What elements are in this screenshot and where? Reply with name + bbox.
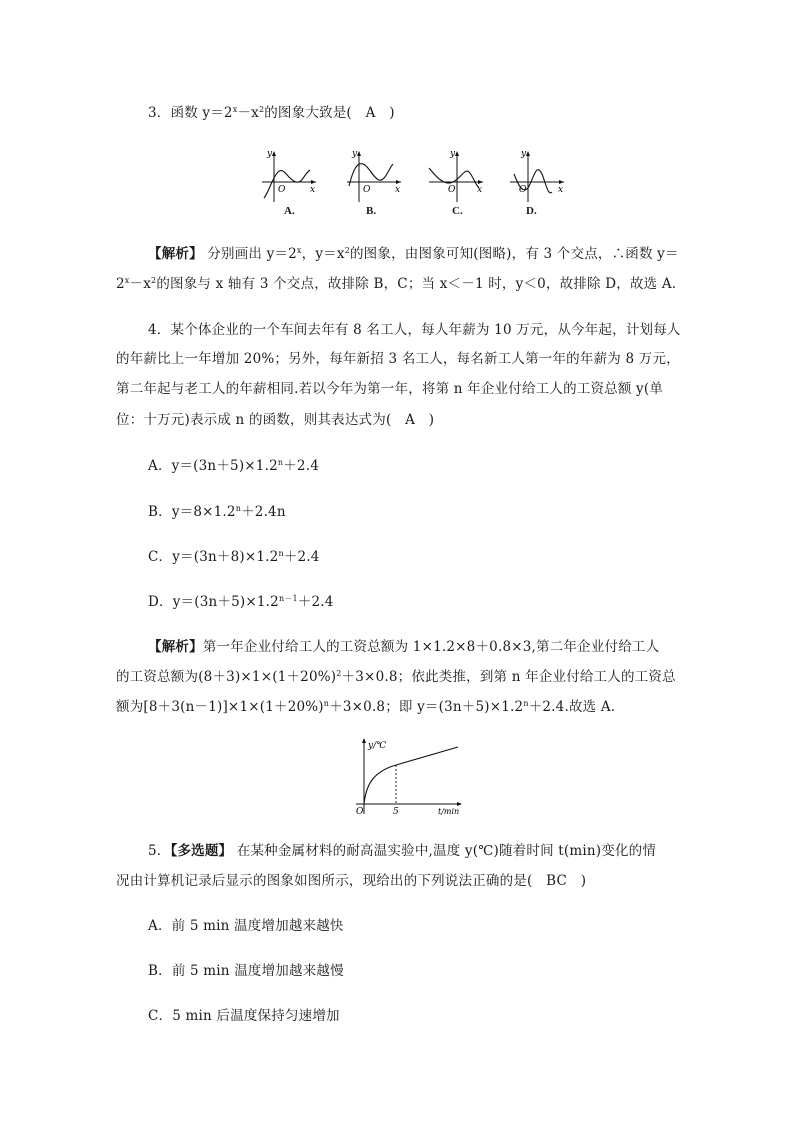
q3-option-graph-d (506, 148, 568, 206)
analysis-tag: 【解析】 (148, 639, 203, 655)
q3-option-b-label: B. (366, 205, 377, 217)
q3-analysis-line-1: 【解析】 分别画出 $y=2^x$，$y=x^2$的图象，由图象可知(图略)，有 3 个交点，∴函数 y＝ (148, 246, 679, 262)
q3-analysis-line-2: $2^x-x^2$的图象与 x 轴有 3 个交点，故排除 B，C；当 x＜－1 时，y＜0，故排除 D，故选 A. (116, 276, 677, 292)
q5-stem-line-1: 5．【多选题】 在某种金属材料的耐高温实验中,温度 y(℃)随着时间 t(min)变化的情 (148, 843, 657, 859)
graph-tick-5: 5 (393, 807, 399, 817)
q5-option-b: B．前 5 min 温度增加越来越慢 (148, 963, 344, 979)
multi-choice-tag: 【多选题】 (170, 843, 233, 859)
q5-stem-line-2: 况由计算机记录后显示的图象如图所示，现给出的下列说法正确的是( BC ) (116, 873, 587, 889)
axis-y-label: y (450, 149, 456, 159)
axis-x-label: x (558, 185, 564, 195)
q4-stem-line-3: 第二年起与老工人的年薪相同.若以今年为第一年，将第 n 年企业付给工人的工资总额 y(单 (116, 381, 664, 397)
q4-analysis-line-1: 【解析】第一年企业付给工人的工资总额为 1×1.2×8＋0.8×3,第二年企业付给工人 (148, 639, 660, 655)
axis-x-label: x (477, 185, 483, 195)
q4-stem-line-1: 4．某个体企业的一个车间去年有 8 名工人，每人年薪为 10 万元，从今年起，计划每人 (148, 322, 681, 338)
q5-temperature-graph (346, 734, 476, 820)
q4-option-b: B．$y=8\times 1.2^n+2.4n$ (148, 504, 286, 520)
q3-option-a-label: A. (284, 205, 295, 217)
q3-option-d-label: D. (526, 205, 537, 217)
q5-option-c: C．5 min 后温度保持匀速增加 (148, 1008, 340, 1024)
origin-label: O (448, 185, 456, 195)
axis-x-label: x (310, 185, 316, 195)
graph-origin-label: O (356, 807, 364, 817)
q3-option-graph-b (343, 148, 405, 206)
q4-option-c: C．$y=(3n+8)\times 1.2^n+2.4$ (148, 549, 320, 565)
q3-option-graph-a (258, 148, 320, 206)
analysis-tag: 【解析】 (148, 246, 203, 262)
graph-y-label: y/℃ (368, 741, 387, 751)
q4-analysis-line-3: 额为$[8+3(n-1)]\times 1\times(1+20\%)^n+3\times 0.8$；即 $y=(3n+5)\times 1.2^n+2.4$.故选 A. (116, 699, 616, 715)
q3-stem: 3．函数 $y=2^x-x^2$的图象大致是( A ) (148, 105, 395, 121)
q5-option-a: A．前 5 min 温度增加越来越快 (148, 918, 344, 934)
axis-y-label: y (352, 149, 358, 159)
origin-label: O (519, 185, 527, 195)
axis-y-label: y (267, 149, 273, 159)
origin-label: O (278, 185, 286, 195)
q4-stem-line-4: 位：十万元)表示成 n 的函数，则其表达式为( A ) (116, 412, 435, 428)
axis-x-label: x (395, 185, 401, 195)
q4-stem-line-2: 的年薪比上一年增加 20%；另外，每年新招 3 名工人，每名新工人第一年的年薪为 8 万元， (116, 351, 680, 367)
q3-option-c-label: C. (452, 205, 463, 217)
q3-option-graph-c (425, 148, 487, 206)
q4-option-a: A．$y=(3n+5)\times 1.2^n+2.4$ (148, 458, 320, 474)
q4-option-d: D．$y=(3n+5)\times 1.2^{n-1}+2.4$ (148, 594, 334, 610)
axis-y-label: y (521, 149, 527, 159)
origin-label: O (363, 185, 371, 195)
graph-x-label: t/min (438, 807, 460, 816)
q4-analysis-line-2: 的工资总额为$(8+3)\times 1\times(1+20\%)^2+3\times 0.8$；依此类推，到第 n 年企业付给工人的工资总 (116, 669, 676, 685)
